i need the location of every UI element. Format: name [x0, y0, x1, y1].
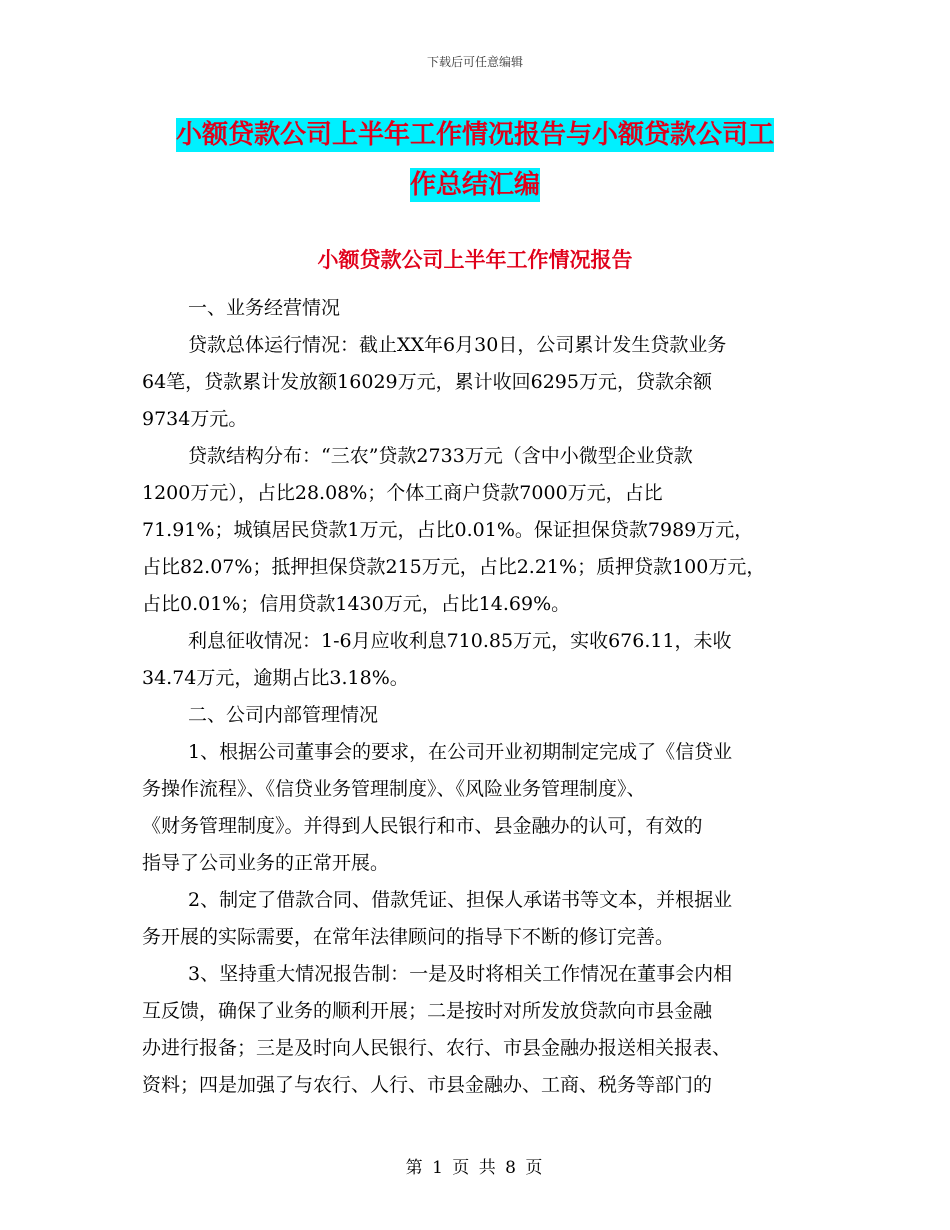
section-heading: 二、公司内部管理情况 — [188, 704, 379, 726]
section-heading: 一、业务经营情况 — [188, 297, 341, 319]
paragraph-line: 2、制定了借款合同、借款凭证、担保人承诺书等文本，并根据业 — [188, 889, 733, 911]
document-title — [0, 110, 950, 210]
paragraph-line: 指导了公司业务的正常开展。 — [142, 852, 390, 874]
paragraph-line: 占比82.07%；抵押担保贷款215万元，占比2.21%；质押贷款100万元， — [142, 556, 766, 578]
paragraph-line: 占比0.01%；信用贷款1430万元，占比14.69%。 — [142, 593, 571, 615]
paragraph-line: 务开展的实际需要，在常年法律顾问的指导下不断的修订完善。 — [142, 926, 675, 948]
paragraph-line: 3、坚持重大情况报告制：一是及时将相关工作情况在董事会内相 — [188, 963, 733, 985]
page-footer: 第 1 页 共 8 页 — [405, 1158, 545, 1178]
paragraph-line: 务操作流程》、《信贷业务管理制度》、《风险业务管理制度》、 — [142, 778, 646, 800]
paragraph-line: 9734万元。 — [142, 408, 248, 430]
paragraph-line: 1、根据公司董事会的要求，在公司开业初期制定完成了《信贷业 — [188, 741, 733, 763]
paragraph-line: 贷款总体运行情况：截止XX年6月30日，公司累计发生贷款业务 — [188, 334, 727, 356]
paragraph-line: 利息征收情况：1-6月应收利息710.85万元，实收676.11，未收 — [188, 630, 732, 652]
title-line-1: 小额贷款公司上半年工作情况报告与小额贷款公司工 — [175, 120, 774, 150]
paragraph-line: 64笔，贷款累计发放额16029万元，累计收回6295万元，贷款余额 — [142, 371, 712, 393]
title-line-2: 作总结汇编 — [409, 170, 540, 200]
paragraph-line: 1200万元），占比28.08%；个体工商户贷款7000万元，占比 — [142, 482, 663, 504]
paragraph-line: 71.91%；城镇居民贷款1万元，占比0.01%。保证担保贷款7989万元， — [142, 519, 754, 541]
paragraph-line: 资料；四是加强了与农行、人行、市县金融办、工商、税务等部门的 — [142, 1074, 713, 1096]
paragraph-line: 办进行报备；三是及时向人民银行、农行、市县金融办报送相关报表、 — [142, 1037, 732, 1059]
section-subtitle: 小额贷款公司上半年工作情况报告 — [317, 248, 633, 272]
body-text — [142, 290, 822, 1104]
paragraph-line: 互反馈，确保了业务的顺利开展；二是按时对所发放贷款向市县金融 — [142, 1000, 713, 1022]
paragraph-line: 贷款结构分布：“三农”贷款2733万元（含中小微型企业贷款 — [188, 445, 693, 467]
paragraph-line: 《财务管理制度》。并得到人民银行和市、县金融办的认可，有效的 — [142, 815, 703, 837]
paragraph-line: 34.74万元，逾期占比3.18%。 — [142, 667, 409, 689]
header-note: 下载后可任意编辑 — [426, 55, 523, 69]
